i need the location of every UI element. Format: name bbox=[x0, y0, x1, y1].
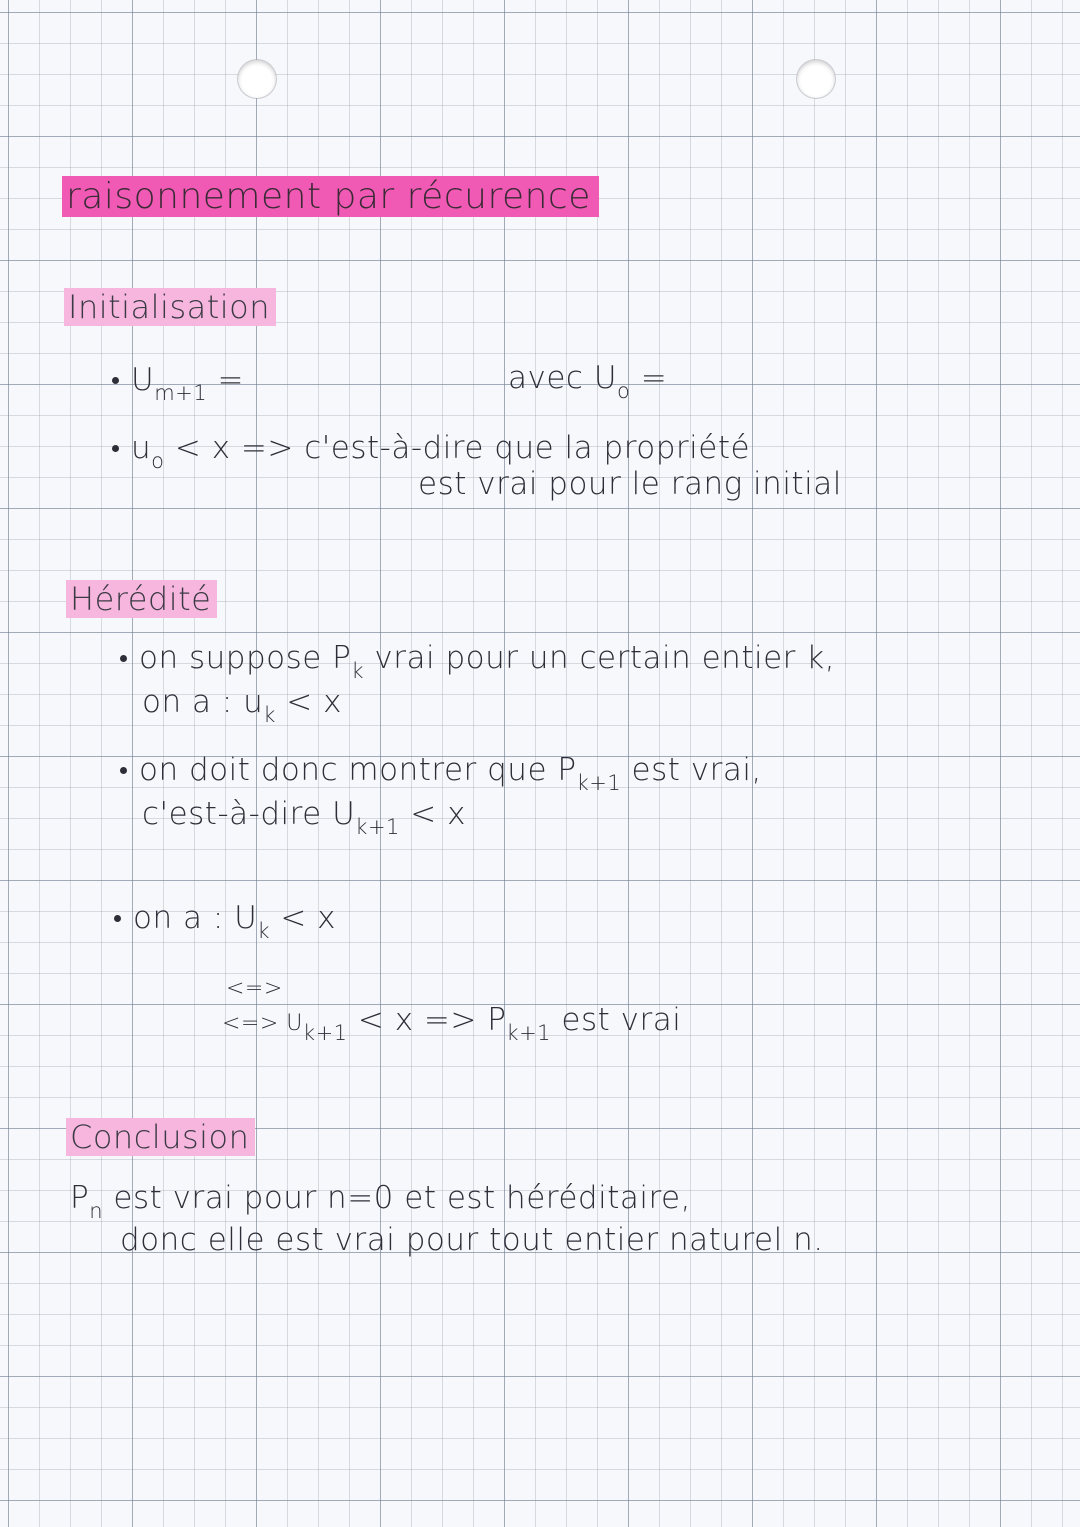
init-avec: avec $U_o$ = bbox=[508, 360, 668, 403]
heading-initialisation: Initialisation bbox=[64, 288, 276, 326]
binder-hole-left bbox=[238, 60, 276, 98]
concl-line-2: donc elle est vrai pour tout entier naturel n. bbox=[120, 1222, 824, 1258]
bullet-icon bbox=[112, 377, 119, 384]
binder-hole-right bbox=[797, 60, 835, 98]
hered-line-4: c'est-à-dire $U_{k+1} < x$ bbox=[142, 796, 466, 839]
hered-line-3: on doit donc montrer que $P_{k+1}$ est vrai, bbox=[120, 752, 762, 788]
bullet-icon bbox=[112, 445, 119, 452]
init-line-3: est vrai pour le rang initial bbox=[418, 466, 842, 502]
concl-line-1: $P_n$ est vrai pour n=0 et est héréditaire, bbox=[70, 1180, 691, 1223]
hered-line-1: on suppose $P_k$ vrai pour un certain entier k, bbox=[120, 640, 835, 676]
hered-line-7: <=> $U_{k+1} < x => P_{k+1}$ est vrai bbox=[222, 1002, 682, 1045]
page-title: raisonnement par récurence bbox=[62, 176, 599, 217]
init-line-2: $u_o < x$ => c'est-à-dire que la propriété bbox=[112, 430, 750, 466]
heading-heredite: Hérédité bbox=[66, 580, 217, 618]
init-line-1: $U_{m+1}$ = bbox=[112, 362, 244, 398]
heading-conclusion: Conclusion bbox=[66, 1118, 255, 1156]
hered-line-5: on a : $U_k < x$ bbox=[114, 900, 336, 936]
bullet-icon bbox=[120, 655, 127, 662]
bullet-icon bbox=[114, 915, 121, 922]
hered-line-2: on a : $u_k < x$ bbox=[142, 684, 342, 727]
bullet-icon bbox=[120, 767, 127, 774]
hered-equivalence: <=> bbox=[226, 976, 283, 1001]
